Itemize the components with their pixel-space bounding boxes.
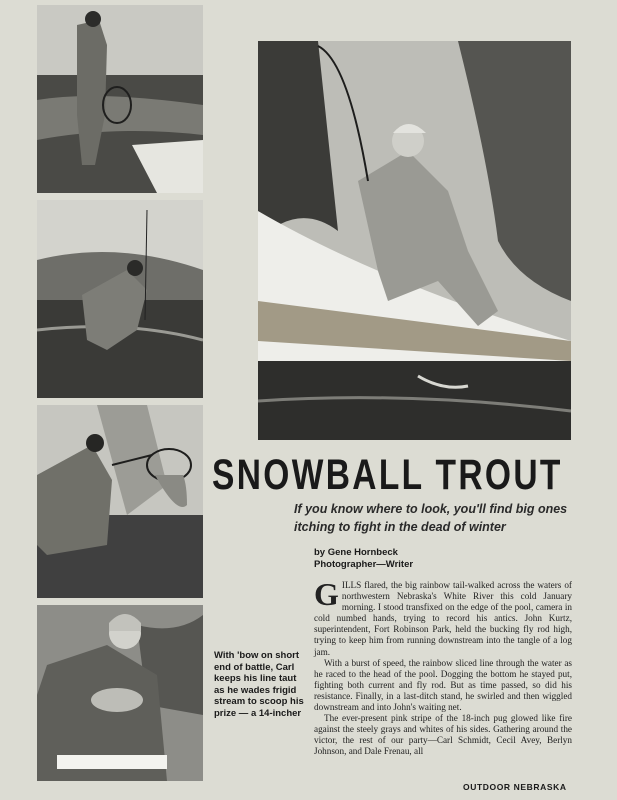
article-body	[314, 576, 572, 758]
photo-angler-lifting-net	[37, 405, 203, 598]
photo-caption: With 'bow on short end of battle, Carl keeps his line taut as he wades frigid stream to scoop his prize — a 14-incher	[214, 650, 304, 719]
magazine-footer: OUTDOOR NEBRASKA	[463, 782, 567, 792]
paragraph-1	[314, 576, 572, 658]
photo-angler-fighting-trout	[258, 41, 571, 440]
drop-cap: G	[314, 576, 339, 612]
paragraph-3: The ever-present pink stripe of the 18-inch pug glowed like fire against the steely grays and whites of his sides. Gathering around the victor, the rest of our party—Carl Schmidt, Cecil Avey, Berlyn Johnson, and Dale Frenau, all	[314, 713, 572, 757]
photo-angler-holding-trout	[37, 605, 203, 781]
byline-role: Photographer—Writer	[314, 559, 414, 570]
article-subtitle: If you know where to look, you'll find big ones itching to fight in the dead of winter	[294, 502, 568, 534]
byline-author: by Gene Hornbeck	[314, 547, 398, 558]
byline	[314, 547, 514, 571]
paragraph-1-text: ILLS flared, the big rainbow tail-walked across the waters of northwestern Nebraska's White River this cold January morning. I stood transfixed on the edge of the pool, camera in cold numbed hands, trying to record his antics. John Kurtz, superintendent, Fort Robinson Park, held the bucking fly rod high, trying to keep him from running downstream into the tangle of a log jam.	[314, 580, 572, 657]
paragraph-2: With a burst of speed, the rainbow sliced line through the water as he raced to the head of the pool. Dogging the bottom he stayed put, fighting both current and fly rod. But as time passed, so did his resistance. Finally, in a last-ditch stand, he swirled and then wiggled downstream and into John's waiting net.	[314, 657, 572, 713]
photo-angler-with-net	[37, 5, 203, 193]
article-title: SNOWBALL TROUT	[212, 451, 563, 499]
photo-angler-wading-stooping	[37, 200, 203, 398]
